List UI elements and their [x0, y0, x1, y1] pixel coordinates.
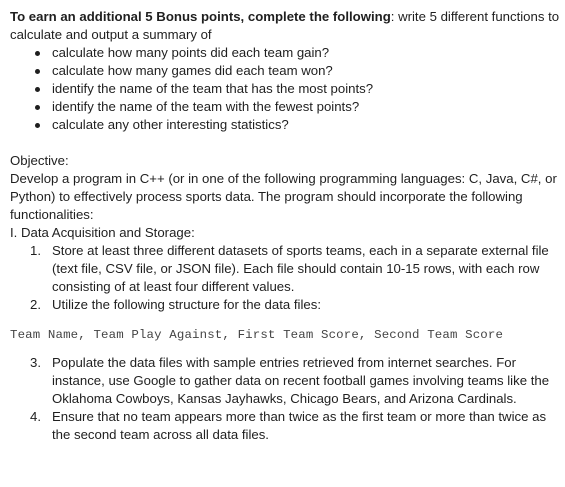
- steps-list-bottom: [10, 354, 560, 444]
- step-text: Store at least three different datasets of sports teams, each in a separate external file (text file, CSV file, or JSON file). Each file should contain 10-15 rows, with each row consisting of at least four different values.: [52, 243, 549, 294]
- data-structure-line: Team Name, Team Play Against, First Team Score, Second Team Score: [10, 328, 504, 342]
- bonus-heading: [10, 8, 560, 44]
- bonus-item: calculate how many points did each team gain?: [52, 44, 560, 62]
- bonus-item: calculate any other interesting statistics?: [52, 116, 560, 134]
- bonus-heading-rest: : write 5 different functions to calculate and output a summary of: [10, 9, 560, 42]
- step-item: [30, 408, 560, 444]
- step-number: 3.: [30, 355, 41, 370]
- bonus-item: calculate how many games did each team won?: [52, 62, 560, 80]
- step-text: Ensure that no team appears more than twice as the first team or more than twice as the second team across all data files.: [52, 409, 547, 442]
- spacer: [10, 134, 560, 152]
- objective-label: Objective:: [10, 153, 69, 168]
- steps-list-top: [10, 242, 560, 314]
- document-body: [10, 8, 560, 444]
- bonus-list: [10, 44, 560, 134]
- bonus-heading-bold: To earn an additional 5 Bonus points, complete the following: [10, 9, 391, 24]
- step-number: 2.: [30, 297, 41, 312]
- step-text: Populate the data files with sample entries retrieved from internet searches. For instance, use Google to gather data on recent football games involving teams like the Oklahoma Cowboys, Kansas Jayhawks, Chicago Bears, and Arizona Cardinals.: [52, 355, 550, 406]
- bonus-item: identify the name of the team that has the most points?: [52, 80, 560, 98]
- section-title: I. Data Acquisition and Storage:: [10, 225, 195, 240]
- bonus-item: identify the name of the team with the fewest points?: [52, 98, 560, 116]
- step-text: Utilize the following structure for the data files:: [52, 297, 322, 312]
- step-item: [30, 242, 560, 296]
- step-item: [30, 296, 560, 314]
- step-number: 1.: [30, 243, 41, 258]
- step-number: 4.: [30, 409, 41, 424]
- objective-description: Develop a program in C++ (or in one of the following programming languages: C, Java, C#, or Python) to effectively process sports data. The program should incorporate the following functionalities:: [10, 171, 557, 222]
- step-item: [30, 354, 560, 408]
